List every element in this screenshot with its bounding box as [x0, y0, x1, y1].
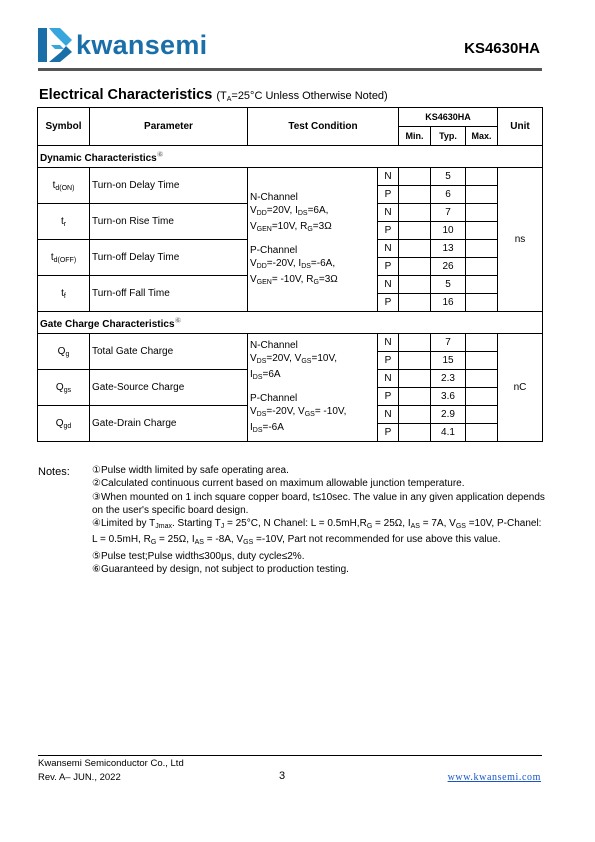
typ-value: 4.1: [431, 424, 466, 442]
channel-n: N: [378, 406, 399, 424]
typ-value: 26: [431, 258, 466, 276]
channel-p: P: [378, 388, 399, 406]
channel-n: N: [378, 204, 399, 222]
gate-test-condition: N-Channel $V_{DS}=20V$, $V_{GS}=10V$, $I_{DS}=6A$ P-Channel $V_{DS}=-20V$, $V_{GS}= -10V$, $I_{DS}=-6A$: [248, 334, 378, 442]
unit-ns: ns: [498, 168, 543, 312]
note-1: ①Pulse width limited by safe operating area.: [92, 465, 289, 476]
typ-value: 5: [431, 276, 466, 294]
note-2: ②Calculated continuous current based on maximum allowable junction temperature.: [92, 478, 465, 490]
param-gate-source-charge: Gate-Source Charge: [90, 370, 248, 406]
typ-value: 13: [431, 240, 466, 258]
param-turn-on-delay: Turn-on Delay Time: [90, 168, 248, 204]
section-title: Electrical Characteristics ($T_A=25^\circ C$ Unless Otherwise Noted): [39, 87, 388, 103]
unit-nc: nC: [498, 334, 543, 442]
header-unit: Unit: [498, 108, 543, 146]
dynamic-test-condition: N-Channel $V_{DD}=20V$, $I_{DS}=6A$, $V_{GEN}=10V$, $R_G=3\Omega$ P-Channel $V_{DD}=-20V$, $I_{DS}=-6A$, $V_{GEN}= -10V$, $R_G=3\Omega$: [248, 168, 378, 312]
revision: Rev. A– JUN., 2022: [38, 772, 121, 783]
param-gate-drain-charge: Gate-Drain Charge: [90, 406, 248, 442]
brand-name: kwansemi: [76, 30, 208, 60]
typ-value: 5: [431, 168, 466, 186]
param-total-gate-charge: Total Gate Charge: [90, 334, 248, 370]
typ-value: 16: [431, 294, 466, 312]
note-4: ④Limited by $T_{Jmax}$. Starting $T_J = 25^\circ C$, N Chanel: $L = 0.5mH,R_G = 25\Omega$, $I_{AS} = 7A$, $V_{GS} =10V$, P-Chanel: L = 0.5mH, $R_G = 25\Omega$, $I_{AS} = -8A$, $V_{GS} =-10V$, Part not recommended for use above this value.: [92, 518, 542, 547]
website-link[interactable]: www.kwansemi.com: [447, 772, 541, 783]
typ-value: 7: [431, 334, 466, 352]
channel-n: N: [378, 334, 399, 352]
part-number-header: KS4630HA: [464, 40, 540, 57]
typ-value: 6: [431, 186, 466, 204]
note-3: ③When mounted on 1 inch square copper board, t≤10sec. The value in any given application depends on the user's specific board design.: [92, 491, 545, 516]
symbol-qgd: $Q_{gd}$: [38, 406, 90, 442]
symbol-tf: $t_f$: [38, 276, 90, 312]
param-turn-off-fall: Turn-off Fall Time: [90, 276, 248, 312]
channel-p: P: [378, 186, 399, 204]
header-test-condition: Test Condition: [248, 108, 399, 146]
typ-value: 3.6: [431, 388, 466, 406]
typ-value: 7: [431, 204, 466, 222]
typ-value: 2.3: [431, 370, 466, 388]
notes-label: Notes:: [38, 466, 70, 478]
channel-n: N: [378, 276, 399, 294]
symbol-tr: $t_r$: [38, 204, 90, 240]
header-part: KS4630HA: [399, 108, 498, 127]
channel-p: P: [378, 294, 399, 312]
typ-value: 15: [431, 352, 466, 370]
header-parameter: Parameter: [90, 108, 248, 146]
channel-p: P: [378, 424, 399, 442]
section-row-dynamic: Dynamic Characteristics⑥: [38, 146, 543, 168]
footer-divider: [38, 755, 542, 756]
header-divider: [38, 68, 542, 71]
channel-n: N: [378, 240, 399, 258]
note-6: ⑥Guaranteed by design, not subject to production testing.: [92, 564, 349, 576]
section-condition: ($T_A=25^\circ C$ Unless Otherwise Noted): [216, 90, 388, 103]
header-symbol: Symbol: [38, 108, 90, 146]
section-row-gate-charge: Gate Charge Characteristics⑥: [38, 312, 543, 334]
typ-value: 2.9: [431, 406, 466, 424]
channel-p: P: [378, 222, 399, 240]
param-turn-off-delay: Turn-off Delay Time: [90, 240, 248, 276]
channel-n: N: [378, 370, 399, 388]
header-min: Min.: [399, 127, 431, 146]
typ-value: 10: [431, 222, 466, 240]
symbol-qg: $Q_g$: [38, 334, 90, 370]
electrical-characteristics-table: [37, 107, 543, 442]
symbol-td-off: $t_{d(OFF)}$: [38, 240, 90, 276]
channel-p: P: [378, 352, 399, 370]
page-number: 3: [279, 770, 286, 782]
symbol-td-on: $t_{d(ON)}$: [38, 168, 90, 204]
notes-list: [92, 464, 547, 576]
note-5: ⑤Pulse test;Pulse width≤300μs, duty cycle≤2%.: [92, 550, 305, 562]
company-name: Kwansemi Semiconductor Co., Ltd: [38, 758, 184, 769]
header-max: Max.: [466, 127, 498, 146]
symbol-qgs: $Q_{gs}$: [38, 370, 90, 406]
channel-p: P: [378, 258, 399, 276]
header-typ: Typ.: [431, 127, 466, 146]
channel-n: N: [378, 168, 399, 186]
param-turn-on-rise: Turn-on Rise Time: [90, 204, 248, 240]
